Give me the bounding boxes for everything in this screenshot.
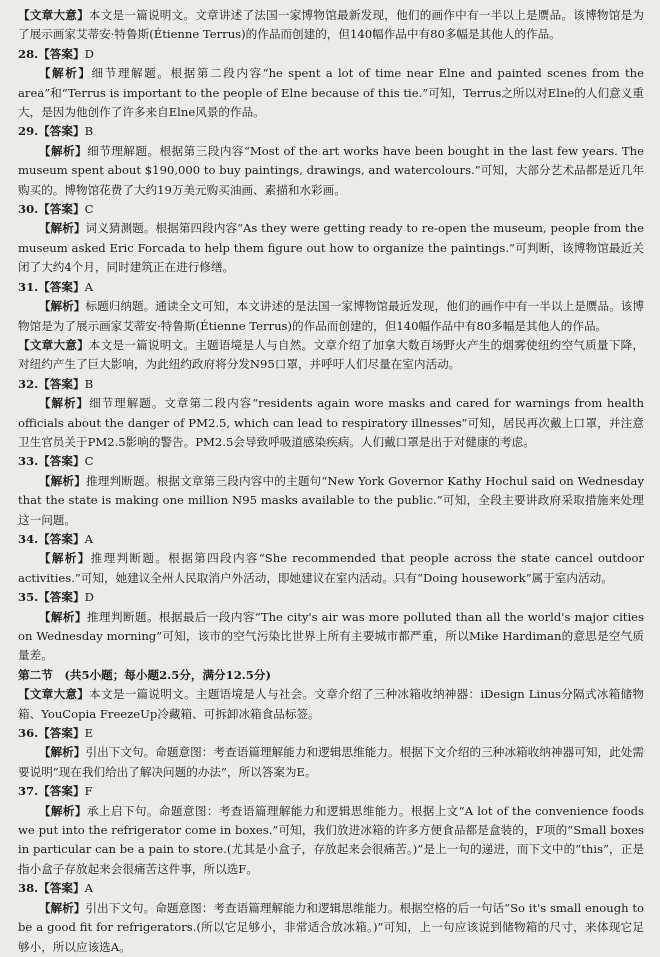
block-label: 【答案】 [38, 590, 85, 605]
section-title: 第二节 (共5小题；每小题2.5分，满分12.5分) [18, 667, 271, 682]
answer-letter: A [84, 279, 93, 294]
block-label: 【答案】 [38, 881, 85, 896]
analysis-paragraph [18, 802, 644, 880]
answer-line [18, 782, 644, 801]
summary-paragraph [18, 6, 644, 45]
block-label: 【答案】 [38, 376, 85, 391]
block-label: 【答案】 [38, 124, 85, 139]
block-text: 细节理解题。根据第三段内容“Most of the art works have been bought in the last few years. The museum spent about $190,000 to buy paintings, drawings, and watercolours.”可知，大部分艺术品都是近几年购买的。博物馆花费了大约19万美元购买油画、素描和水彩画。 [18, 143, 644, 197]
block-label: 【解析】 [38, 745, 86, 760]
answer-letter: F [84, 784, 93, 799]
answer-letter: D [84, 590, 94, 605]
block-label: 【解析】 [38, 143, 88, 158]
answer-letter: A [84, 881, 93, 896]
block-label: 【解析】 [38, 803, 87, 818]
block-label: 【解析】 [38, 900, 86, 915]
block-label: 【文章大意】 [18, 337, 89, 352]
block-label: 【答案】 [38, 726, 85, 741]
block-text: 词义猜测题。根据第四段内容“As they were getting ready to re-open the museum, people from the museum asked Eric Forcada to help them figure out how to organize the paintings.”可判断，该博物馆最近关闭了大约4个月，同时建筑正在进行修缮。 [18, 221, 644, 275]
answer-line [18, 452, 644, 471]
block-text: 推理判断题。根据第四段内容“She recommended that people across the state cancel outdoor activities.”可知，她建议全州人民取消户外活动，即她建议在室内活动。只有“Doing housework”属于室内活动。 [18, 551, 644, 585]
answer-letter: C [84, 202, 94, 217]
block-label: 【解析】 [38, 221, 86, 236]
question-number: 34. [18, 531, 39, 546]
question-number: 35. [18, 590, 39, 605]
question-number: 32. [18, 376, 39, 391]
answer-line [18, 122, 644, 141]
analysis-paragraph [18, 142, 644, 200]
answer-line [18, 375, 644, 394]
answer-letter: B [84, 376, 94, 391]
question-number: 37. [18, 784, 39, 799]
block-text: 引出下文句。命题意图：考查语篇理解能力和逻辑思维能力。根据下文介绍的三种冰箱收纳神器可知，此处需要说明“现在我们给出了解决问题的办法”，所以答案为E。 [18, 745, 644, 779]
block-text: 标题归纳题。通读全文可知，本文讲述的是法国一家博物馆最近发现，他们的画作中有一半以上是赝品。该博物馆是为了展示画家艾蒂安·特鲁斯(Étienne Terrus)的作品而创建的，但140幅作品中有80多幅是其他人的作品。 [18, 299, 644, 333]
block-label: 【文章大意】 [18, 8, 89, 22]
analysis-paragraph [18, 297, 644, 336]
analysis-paragraph [18, 472, 644, 530]
analysis-paragraph [18, 549, 644, 588]
question-number: 36. [18, 726, 39, 741]
answer-letter: C [84, 454, 94, 469]
analysis-paragraph [18, 608, 644, 666]
block-label: 【答案】 [38, 46, 85, 61]
block-text: 细节理解题。根据第二段内容“he spent a lot of time near Elne and painted scenes from the area”和“Terrus is important to the people of Elne because of this tie.”可知，Terrus之所以对Elne的人们意义重大，是因为他创作了许多来自Elne风景的作品。 [18, 66, 644, 120]
question-number: 28. [18, 46, 39, 61]
section-heading [18, 666, 644, 685]
analysis-paragraph [18, 64, 644, 122]
block-label: 【文章大意】 [18, 687, 90, 702]
answer-letter: E [84, 726, 94, 741]
answer-line [18, 45, 644, 64]
block-label: 【答案】 [38, 784, 85, 799]
block-text: 推理判断题。根据文章第三段内容中的主题句“New York Governor Kathy Hochul said on Wednesday that the state is making one million N95 masks available to the public.”可知，全段主要讲政府采取措施来处理这一问题。 [18, 473, 644, 527]
question-number: 30. [18, 202, 39, 217]
block-text: 本文是一篇说明文。主题语境是人与自然。文章介绍了加拿大数百场野火产生的烟雾使纽约空气质量下降，对纽约产生了巨大影响，为此纽约政府将分发N95口罩，并呼吁人们尽量在室内活动。 [18, 337, 644, 372]
block-text: 引出下文句。命题意图：考查语篇理解能力和逻辑思维能力。根据空格的后一句话“So it's small enough to be a good fit for refrigerators.(所以它足够小，非常适合放冰箱。)”可知，上一句应该说到储物箱的尺寸，来体现它足够小，所以应该选A。 [18, 900, 644, 954]
block-text: 本文是一篇说明文。文章讲述了法国一家博物馆最新发现，他们的画作中有一半以上是赝品。该博物馆是为了展示画家艾蒂安·特鲁斯(Étienne Terrus)的作品而创建的，但140幅作品中有80多幅是其他人的作品。 [18, 8, 644, 42]
question-number: 29. [18, 124, 39, 139]
block-label: 【答案】 [38, 202, 85, 217]
block-label: 【答案】 [38, 454, 85, 469]
answer-letter: A [84, 531, 93, 546]
block-label: 【答案】 [38, 531, 85, 546]
block-label: 【解析】 [38, 473, 86, 488]
answer-letter: B [84, 124, 94, 139]
block-label: 【解析】 [38, 299, 86, 314]
summary-paragraph [18, 685, 644, 724]
question-number: 38. [18, 881, 39, 896]
answer-line [18, 588, 644, 607]
block-text: 承上启下句。命题意图：考查语篇理解能力和逻辑思维能力。根据上文“A lot of the convenience foods we put into the refrigerator come in boxes.”可知，我们放进冰箱的许多方便食品都是盒装的，F项的“Small boxes in particular can be a pain to store.(尤其是小盒子，存放起来会很痛苦。)”是上一句的递进，而下文中的“this”，正是指小盒子存放起来会很痛苦这件事，所以选F。 [18, 803, 644, 876]
answer-line [18, 879, 644, 898]
block-label: 【解析】 [38, 551, 91, 566]
analysis-paragraph [18, 219, 644, 277]
answer-line [18, 278, 644, 297]
block-label: 【解析】 [38, 396, 90, 411]
analysis-paragraph [18, 743, 644, 782]
question-number: 31. [18, 279, 39, 294]
question-number: 33. [18, 454, 39, 469]
block-label: 【答案】 [38, 279, 85, 294]
answer-line [18, 530, 644, 549]
answer-line [18, 724, 644, 743]
block-text: 细节理解题。文章第二段内容“residents again wore masks and cared for warnings from health officials about the danger of PM2.5, which can lead to respiratory illnesses”可知，居民再次戴上口罩，并注意卫生官员关于PM2.5影响的警告。PM2.5会导致呼吸道感染疾病。人们戴口罩是出于对健康的考虑。 [18, 396, 644, 449]
analysis-paragraph [18, 899, 644, 957]
answer-line [18, 200, 644, 219]
block-text: 本文是一篇说明文。主题语境是人与社会。文章介绍了三种冰箱收纳神器：iDesign Linus分隔式冰箱储物箱、YouCopia FreezeUp冷藏箱、可拆卸冰箱食品标签。 [18, 687, 644, 721]
answer-letter: D [84, 46, 94, 61]
summary-paragraph [18, 336, 644, 375]
block-label: 【解析】 [38, 609, 87, 624]
block-label: 【解析】 [38, 66, 92, 81]
block-text: 推理判断题。根据最后一段内容“The city's air was more polluted than all the world's major cities on Wednesday morning”可知，该市的空气污染比世界上所有主要城市都严重，所以Mike Hardiman的意思是空气质量差。 [18, 609, 644, 663]
analysis-paragraph [18, 394, 644, 452]
